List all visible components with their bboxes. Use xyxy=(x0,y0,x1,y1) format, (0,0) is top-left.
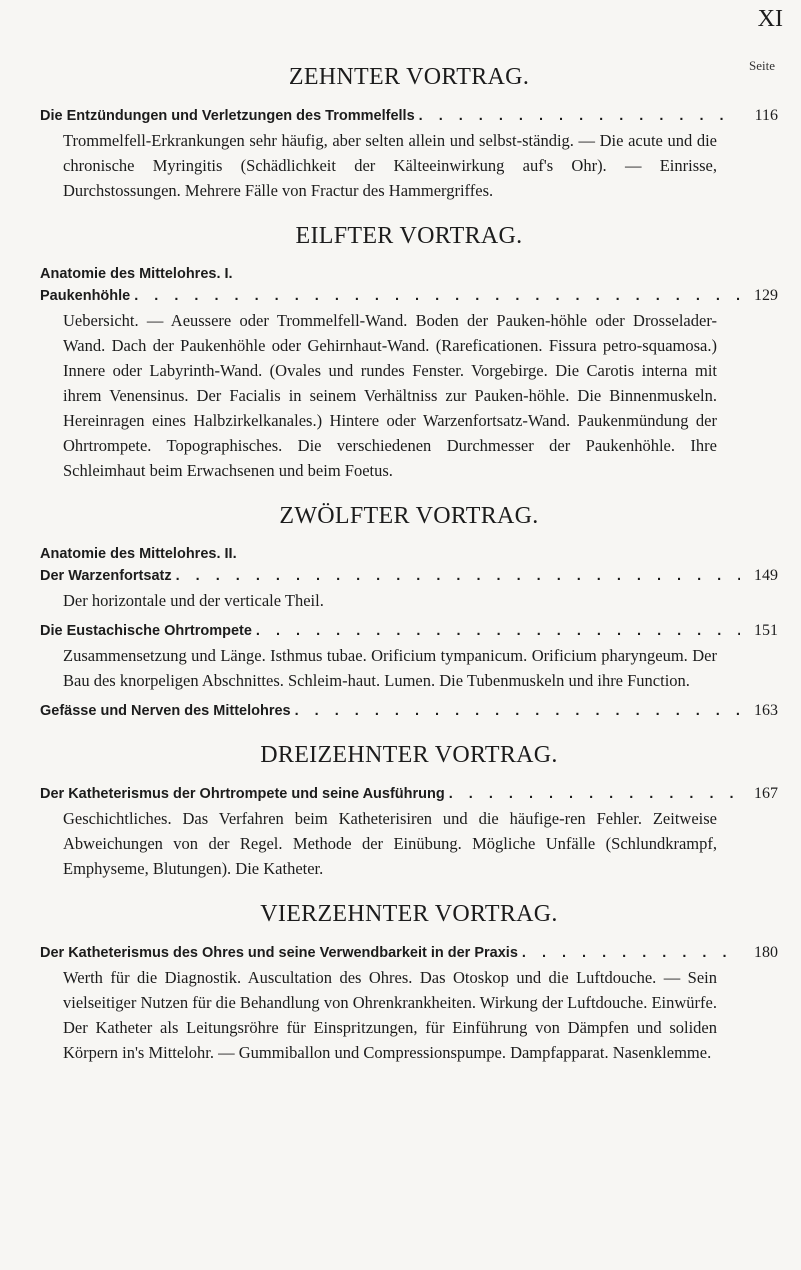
toc-entry xyxy=(40,700,778,722)
entry-description: Trommelfell-Erkrankungen sehr häufig, aber selten allein und selbst-ständig. — Die acute und die chronische Myringitis (Schädlichkeit der Kälteeinwirkung auf's Ohr). — Einrisse, Durchstossungen. Mehrere Fälle von Fractur des Hammergriffes. xyxy=(63,131,717,200)
toc-entry xyxy=(40,285,778,307)
entry-title: Die Entzündungen und Verletzungen des Trommelfells xyxy=(40,108,415,124)
dot-leader xyxy=(176,566,740,587)
lecture-heading: ZEHNTER VORTRAG. xyxy=(288,64,530,90)
entry-title: Der Warzenfortsatz xyxy=(40,568,172,584)
dot-leader xyxy=(522,943,740,964)
entry-description: Werth für die Diagnostik. Auscultation des Ohres. Das Otoskop und die Luftdouche. — Sein vielseitiger Nutzen für die Behandlung von Ohrenkrankheiten. Wirkung der Luftdouche. Einwürfe. Der Katheter als Leitungsröhre für Einspritzungen, für Einführung von Dämpfen und soliden Körpern in's Mittelohr. — Gummiballon und Compressionspumpe. Dampfapparat. Nasenklemme. xyxy=(63,968,717,1062)
part-label: Anatomie des Mittelohres. II. xyxy=(40,546,237,562)
lecture-heading: DREIZEHNTER VORTRAG. xyxy=(260,742,558,768)
entry-description: Der horizontale und der verticale Theil. xyxy=(63,591,324,610)
entry-title: Die Eustachische Ohrtrompete xyxy=(40,623,252,639)
lecture-heading: VIERZEHNTER VORTRAG. xyxy=(260,901,558,927)
entry-page-number: 149 xyxy=(754,567,778,584)
dot-leader xyxy=(419,106,740,127)
toc-entry xyxy=(40,620,778,642)
part-label: Anatomie des Mittelohres. I. xyxy=(40,266,233,282)
entry-page-number: 163 xyxy=(754,702,778,719)
lecture-heading: EILFTER VORTRAG. xyxy=(295,223,523,249)
entry-description: Geschichtliches. Das Verfahren beim Katheterisiren und die häufige-ren Fehler. Zeitweise Abweichungen von der Regel. Methode der Einübung. Mögliche Unfälle (Schlundkrampf, Emphyseme, Blutungen). Die Katheter. xyxy=(63,809,717,878)
dot-leader xyxy=(449,784,740,805)
toc-entry xyxy=(40,942,778,964)
entry-title: Paukenhöhle xyxy=(40,288,131,304)
toc-entry xyxy=(40,565,778,587)
entry-page-number: 129 xyxy=(754,287,778,304)
entry-title: Der Katheterismus des Ohres und seine Verwendbarkeit in der Praxis xyxy=(40,945,518,961)
table-of-contents xyxy=(40,64,778,1072)
column-label-seite: Seite xyxy=(749,58,775,73)
dot-leader xyxy=(134,286,740,307)
lecture-heading: ZWÖLFTER VORTRAG. xyxy=(279,503,539,529)
entry-title: Der Katheterismus der Ohrtrompete und seine Ausführung xyxy=(40,786,445,802)
entry-title: Gefässe und Nerven des Mittelohres xyxy=(40,703,291,719)
lecture-section xyxy=(40,901,778,1065)
page-number: XI xyxy=(757,6,783,32)
lecture-section xyxy=(40,64,778,203)
lecture-section xyxy=(40,742,778,881)
entry-description: Uebersicht. — Aeussere oder Trommelfell-Wand. Boden der Pauken-höhle oder Drosselader-Wand. Dach der Paukenhöhle oder Gehirnhaut-Wand. (Rareficationen. Fissura petro-squamosa.) Innere oder Labyrinth-Wand. (Ovales und rundes Fenster. Vorgebirge. Die Carotis interna mit ihrem Venensinus. Der Facialis in seinem Verhältniss zur Pauken-höhle. Die Binnenmuskeln. Hereinragen eines Halbzirkelkanales.) Hintere oder Warzenfortsatz-Wand. Paukenmündung der Ohrtrompete. Topographisches. Die verschiedenen Durchmesser der Paukenhöhle. Ihre Schleimhaut beim Erwachsenen und beim Foetus. xyxy=(63,311,717,480)
entry-page-number: 167 xyxy=(754,785,778,802)
entry-page-number: 151 xyxy=(754,622,778,639)
entry-page-number: 180 xyxy=(754,944,778,961)
entry-description: Zusammensetzung und Länge. Isthmus tubae. Orificium tympanicum. Orificium pharyngeum. Der Bau des knorpeligen Abschnittes. Schleim-haut. Lumen. Die Tubenmuskeln und ihre Function. xyxy=(63,646,717,690)
toc-entry xyxy=(40,105,778,127)
lecture-section xyxy=(40,223,778,483)
dot-leader xyxy=(295,701,740,722)
entry-page-number: 116 xyxy=(754,107,778,124)
toc-entry xyxy=(40,783,778,805)
dot-leader xyxy=(256,621,740,642)
lecture-section xyxy=(40,503,778,722)
